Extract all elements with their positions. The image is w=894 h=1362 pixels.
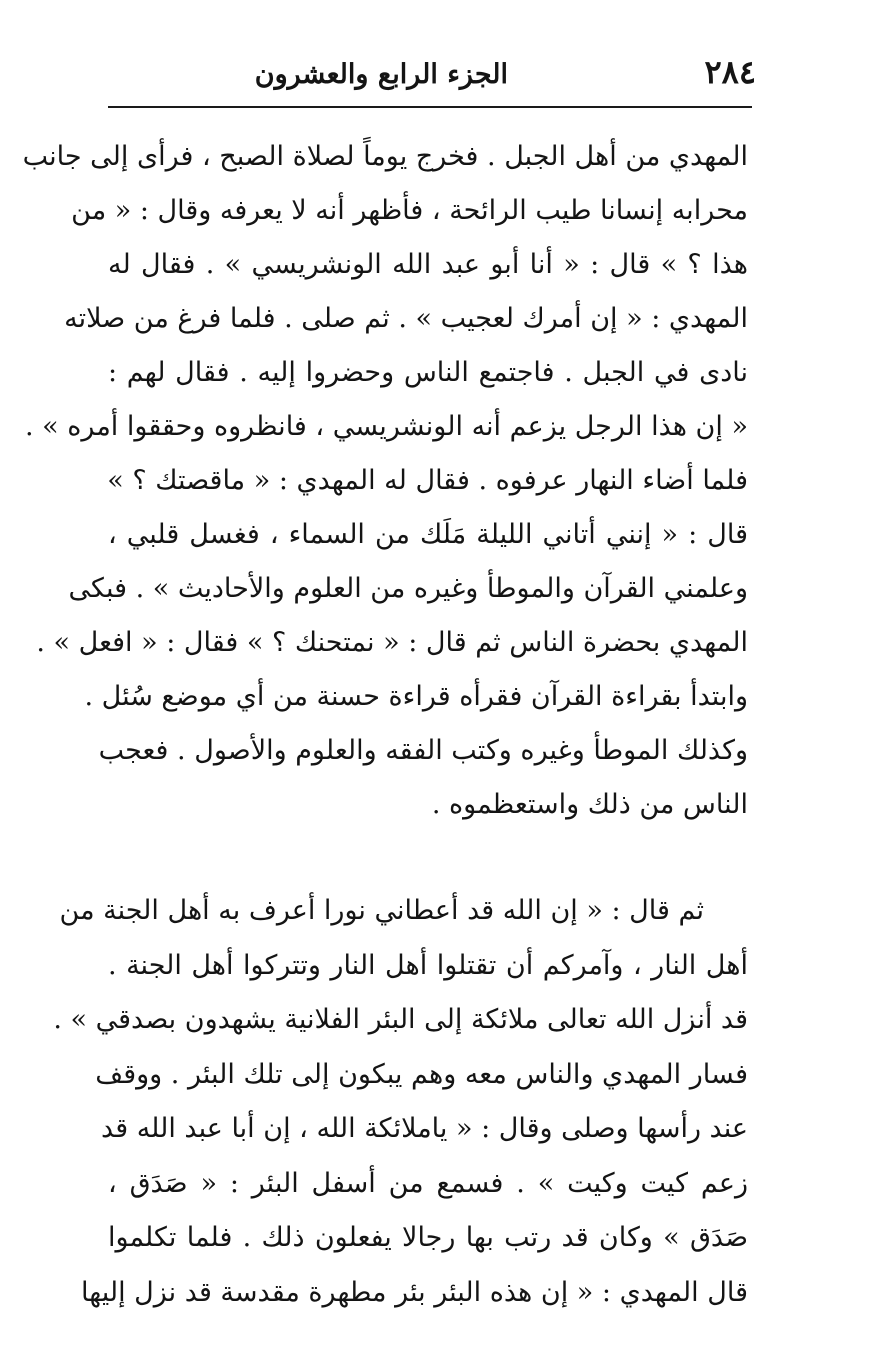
text-line: الناس من ذلك واستعظموه . bbox=[431, 789, 748, 820]
text-line: عند رأسها وصلى وقال : « ياملائكة الله ، إن أبا عبد الله قد bbox=[101, 1113, 748, 1144]
text-line: « إن هذا الرجل يزعم أنه الونشريسي ، فانظروه وحققوا أمره » . bbox=[25, 411, 748, 442]
text-line: أهل النار ، وآمركم أن تقتلوا أهل النار وتتركوا أهل الجنة . bbox=[108, 949, 748, 981]
text-line: فلما أضاء النهار عرفوه . فقال له المهدي : « ماقصتك ؟ » bbox=[107, 465, 748, 496]
text-line: قال : « إنني أتاني الليلة مَلَك من السماء ، فغسل قلبي ، bbox=[108, 519, 748, 550]
header-divider bbox=[108, 106, 752, 108]
text-line: ثم قال : « إن الله قد أعطاني نورا أعرف به أهل الجنة من bbox=[59, 895, 704, 926]
text-line: محرابه إنسانا طيب الرائحة ، فأظهر أنه لا يعرفه وقال : « من bbox=[71, 195, 748, 226]
text-line: وعلمني القرآن والموطأ وغيره من العلوم والأحاديث » . فبكى bbox=[68, 573, 748, 604]
text-line: وابتدأ بقراءة القرآن فقرأه قراءة حسنة من أي موضع سُئل . bbox=[84, 681, 748, 712]
paragraph-2 bbox=[53, 884, 748, 1320]
text-line: فسار المهدي والناس معه وهم يبكون إلى تلك البئر . ووقف bbox=[95, 1058, 748, 1090]
text-line: المهدي : « إن أمرك لعجيب » . ثم صلى . فلما فرغ من صلاته bbox=[64, 303, 748, 334]
text-line: هذا ؟ » قال : « أنا أبو عبد الله الونشريسي » . فقال له bbox=[108, 249, 748, 280]
text-line: زعم كيت وكيت » . فسمع من أسفل البئر : « صَدَق ، bbox=[108, 1167, 748, 1199]
page-header bbox=[108, 46, 756, 106]
paragraph-1 bbox=[22, 130, 748, 832]
text-line: نادى في الجبل . فاجتمع الناس وحضروا إليه . فقال لهم : bbox=[108, 357, 748, 388]
text-line: وكذلك الموطأ وغيره وكتب الفقه والعلوم والأصول . فعجب bbox=[98, 735, 748, 766]
text-line: قال المهدي : « إن هذه البئر بئر مطهرة مقدسة قد نزل إليها bbox=[81, 1276, 748, 1308]
page-number: ٢٨٤ bbox=[704, 53, 756, 91]
text-line: المهدي من أهل الجبل . فخرج يوماً لصلاة الصبح ، فرأى إلى جانب bbox=[22, 141, 748, 172]
paragraph-gap bbox=[108, 832, 748, 884]
body-text bbox=[22, 130, 748, 1320]
text-line: المهدي بحضرة الناس ثم قال : « نمتحنك ؟ » فقال : « افعل » . bbox=[36, 627, 748, 658]
running-title: الجزء الرابع والعشرون bbox=[254, 59, 508, 90]
text-line: صَدَق » وكان قد رتب بها رجالا يفعلون ذلك . فلما تكلموا bbox=[108, 1222, 748, 1253]
text-line: قد أنزل الله تعالى ملائكة إلى البئر الفلانية يشهدون بصدقي » . bbox=[53, 1004, 748, 1035]
